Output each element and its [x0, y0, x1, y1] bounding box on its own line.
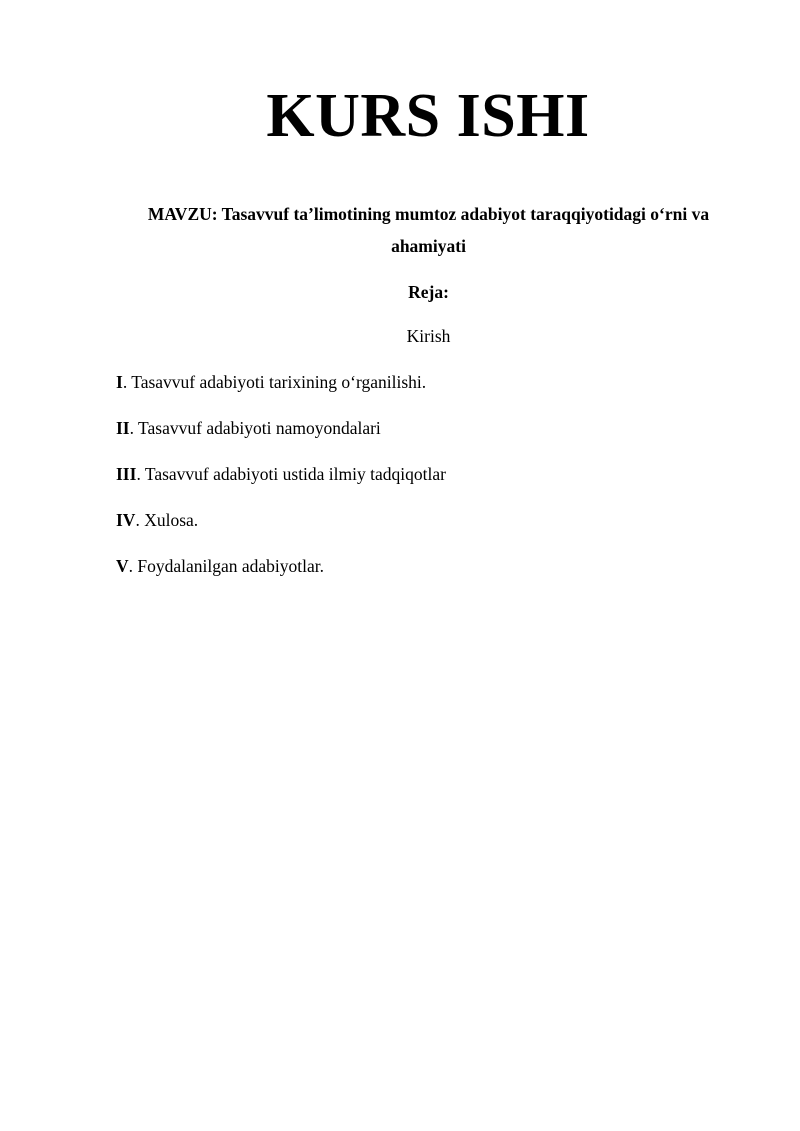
topic-heading: MAVZU: Tasavvuf ta’limotining mumtoz adabiyot taraqqiyotidagi o‘rni va ahamiyati: [147, 204, 710, 256]
intro-item: Kirish: [406, 326, 451, 346]
plan-item-text: . Xulosa.: [135, 510, 199, 530]
plan-item-2: [116, 416, 742, 440]
plan-item-1: [116, 370, 742, 394]
document-title: KURS ISHI: [266, 82, 590, 150]
plan-item-5: [116, 554, 742, 578]
plan-item-number: IV: [116, 510, 136, 530]
plan-item-text: . Tasavvuf adabiyoti tarixining o‘rganilishi.: [122, 372, 427, 392]
plan-item-text: . Foydalanilgan adabiyotlar.: [128, 556, 325, 576]
plan-item-4: [116, 508, 742, 532]
plan-item-number: III: [116, 464, 137, 484]
plan-heading: Reja:: [408, 282, 449, 302]
plan-item-number: V: [116, 556, 129, 576]
plan-list: [116, 370, 742, 600]
plan-item-number: I: [116, 372, 123, 392]
plan-item-number: II: [116, 418, 130, 438]
plan-item-3: [116, 462, 742, 486]
plan-item-text: . Tasavvuf adabiyoti namoyondalari: [129, 418, 381, 438]
plan-item-text: . Tasavvuf adabiyoti ustida ilmiy tadqiqotlar: [136, 464, 446, 484]
